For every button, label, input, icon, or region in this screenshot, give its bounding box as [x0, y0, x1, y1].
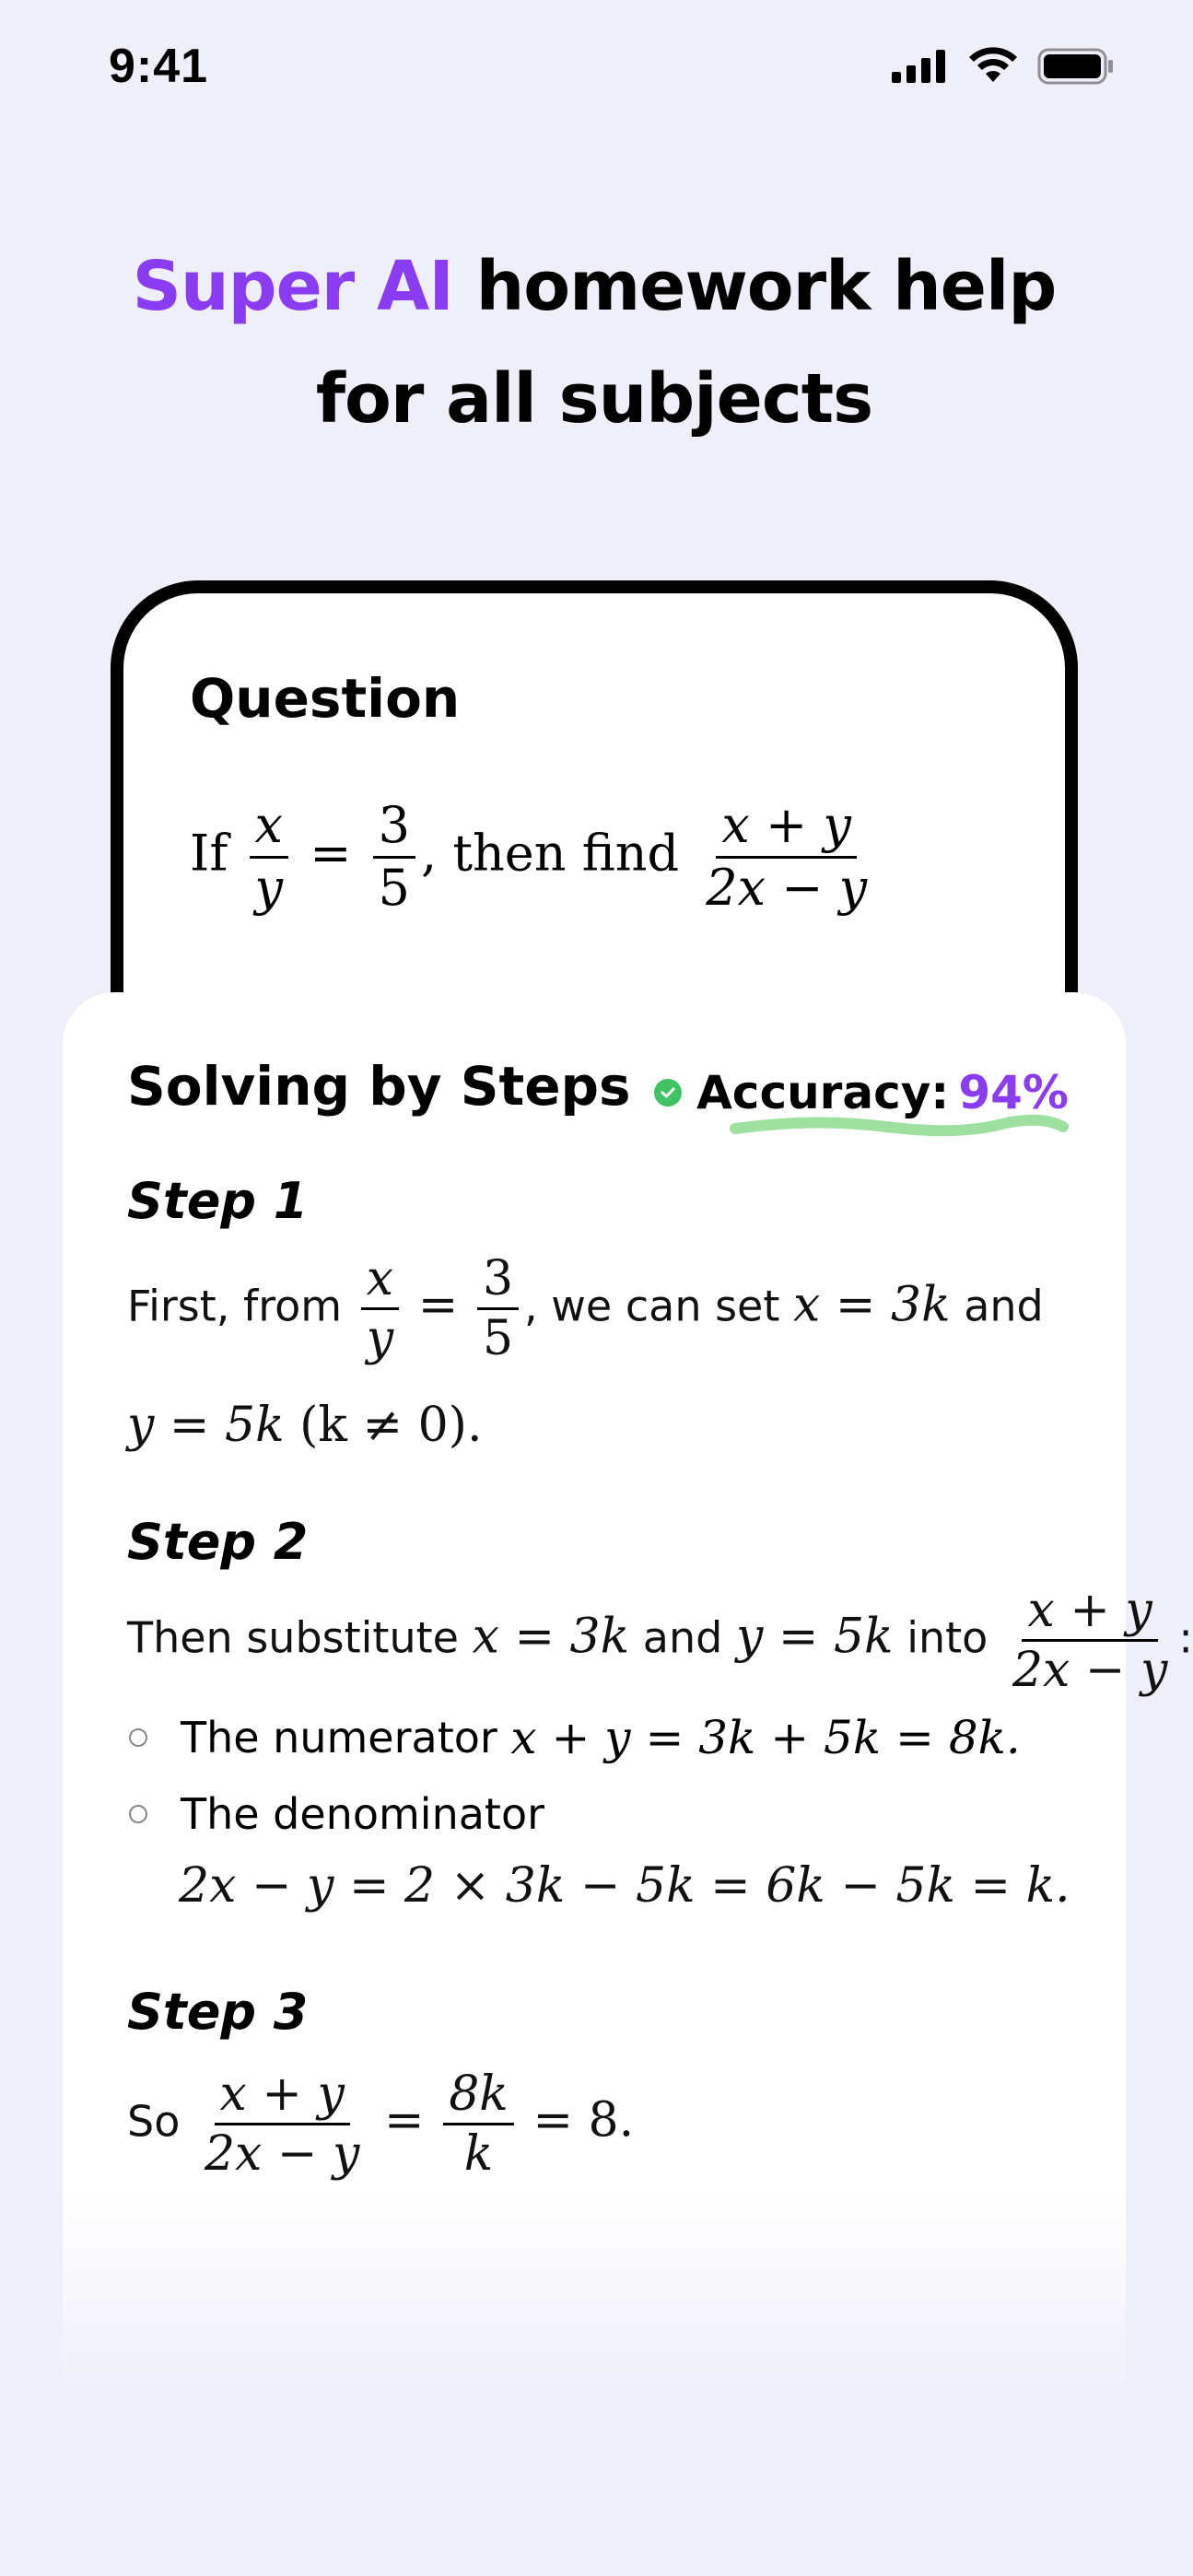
step-2-bullet-2-line-2: [179, 1858, 1070, 1914]
step-3-label: Step 3: [127, 1983, 309, 2041]
step-2-text-c: into: [906, 1612, 988, 1663]
step-1-text-c: and: [964, 1281, 1044, 1331]
step-2-bullet-1-text: The numerator: [181, 1713, 497, 1762]
step-2-colon: :: [1178, 1612, 1193, 1663]
step-1-line-1: [127, 1250, 1044, 1368]
step-1-label: Step 1: [127, 1172, 309, 1230]
question-mid-text: then find: [452, 824, 680, 883]
step-1-math-tail: (k ≠ 0).: [299, 1398, 483, 1453]
step-2-bullet-1: [129, 1711, 1021, 1764]
step-3-equals: =: [384, 2092, 425, 2149]
step-1-fraction-3-over-5: $\frac{3}{5}$: [477, 1250, 519, 1368]
step-3-text-a: So: [127, 2096, 181, 2147]
step-2-fraction-target: $\frac{x + y}{2x - y}$: [1012, 1583, 1168, 1699]
question-equation: [190, 796, 878, 919]
accuracy-value: 94%: [958, 1066, 1069, 1119]
step-2-text-b: and: [642, 1612, 723, 1663]
bullet-circle-icon: [129, 1805, 147, 1823]
cellular-signal-icon: [892, 50, 949, 83]
step-2-label: Step 2: [127, 1513, 309, 1571]
comma: ,: [420, 824, 438, 883]
status-time: 9:41: [109, 40, 209, 93]
step-1-text-a: First, from: [127, 1281, 343, 1331]
step-3-fraction-target: $\frac{x + y}{2x - y}$: [204, 2067, 360, 2183]
step-2-math-y: y = 5k: [735, 1609, 894, 1665]
step-1-line-2: [127, 1398, 482, 1453]
battery-icon: [1037, 48, 1115, 85]
step-2-math-x: x = 3k: [472, 1609, 630, 1665]
equals-sign: =: [310, 824, 352, 883]
status-icons: [892, 48, 1115, 85]
step-1-math-x: x = 3k: [793, 1277, 951, 1333]
check-circle-icon: [654, 1079, 682, 1107]
step-2-bullet-2: [129, 1789, 544, 1839]
step-2-bullet-2-math: 2x − y = 2 × 3k − 5k = 6k − 5k = k.: [179, 1858, 1070, 1914]
fraction-x-over-y: $\frac{x}{y}$: [250, 796, 289, 919]
step-3-result: = 8.: [532, 2092, 635, 2149]
headline: [0, 230, 1188, 455]
step-1-fraction-x-over-y: $\frac{x}{y}$: [361, 1250, 399, 1368]
step-3-fraction-8k-over-k: $\frac{8k}{k}$: [443, 2066, 514, 2184]
step-2-bullet-1-math: x + y = 3k + 5k = 8k.: [510, 1711, 1021, 1764]
step-2-line-1: [127, 1582, 1193, 1700]
fraction-target: $\frac{x + y}{2x - y}$: [706, 796, 868, 917]
step-1-math-y: y = 5k: [127, 1398, 285, 1453]
headline-line-1: [0, 230, 1188, 343]
step-1-equals: =: [417, 1277, 459, 1333]
headline-rest: homework help: [452, 247, 1057, 326]
step-1-text-b: , we can set: [524, 1281, 780, 1331]
headline-line-2: for all subjects: [315, 359, 873, 439]
wifi-icon: [969, 49, 1017, 84]
question-prefix: If: [190, 824, 228, 883]
step-2-text-a: Then substitute: [127, 1612, 459, 1663]
status-bar: [0, 0, 1188, 147]
accuracy-badge: [654, 1066, 1069, 1119]
bullet-circle-icon: [129, 1728, 147, 1747]
step-3-line-1: [127, 2066, 634, 2184]
fraction-3-over-5: $\frac{3}{5}$: [373, 796, 415, 919]
accuracy-label: Accuracy:: [696, 1066, 950, 1119]
headline-accent: Super AI: [132, 247, 453, 326]
question-title: Question: [190, 667, 461, 730]
step-2-bullet-2-text: The denominator: [181, 1789, 544, 1839]
solving-title: Solving by Steps: [127, 1055, 631, 1118]
solution-fade-overlay: [63, 2193, 1126, 2576]
